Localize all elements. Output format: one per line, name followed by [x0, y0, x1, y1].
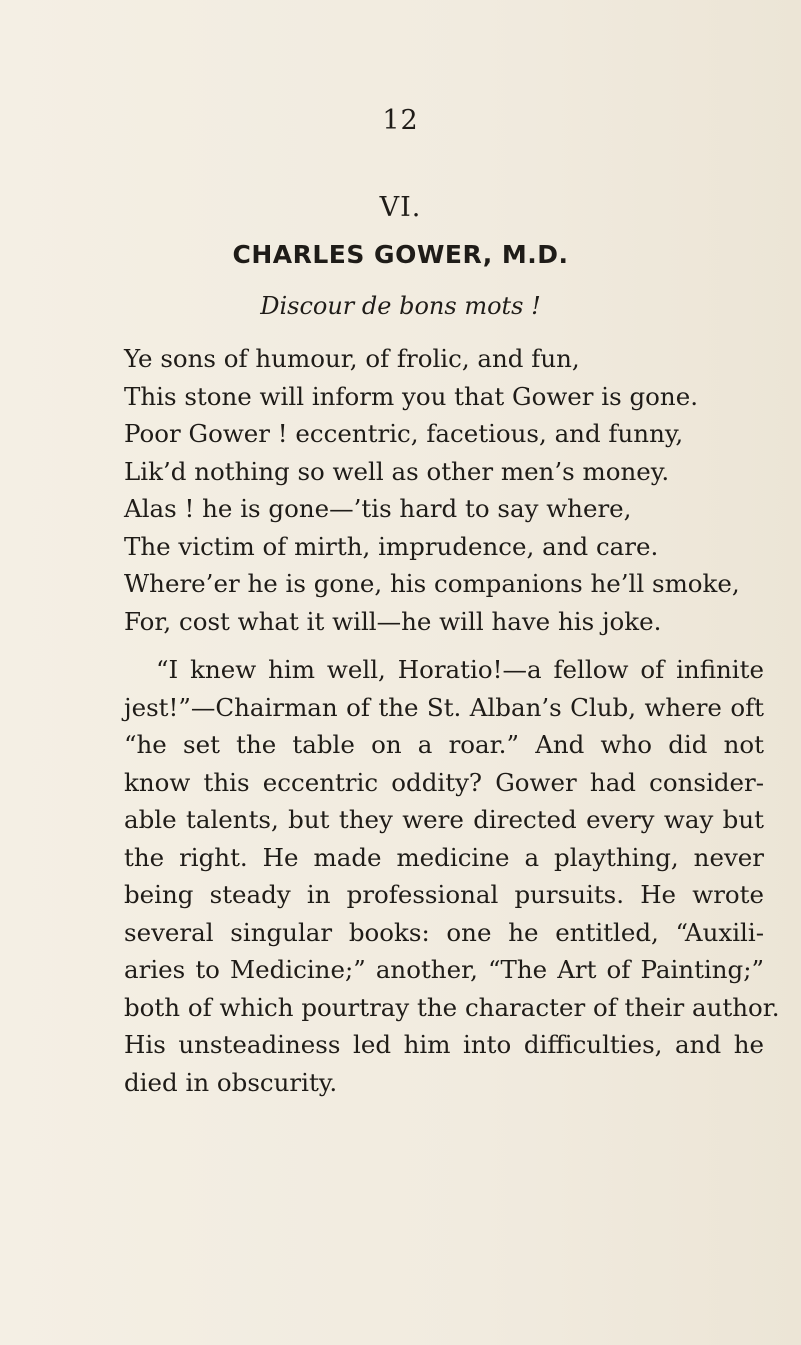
paragraph-line: the right. He made medicine a plaything, never: [124, 842, 764, 872]
verse-line: Alas ! he is gone—’tis hard to say where,: [124, 494, 632, 523]
page-number: 12: [382, 105, 419, 136]
paragraph-line: died in obscurity.: [124, 1067, 338, 1097]
paragraph-line: His unsteadiness led him into difficulties, and he: [124, 1030, 764, 1059]
section-heading: CHARLES GOWER, M.D.: [232, 240, 569, 269]
paragraph-line: able talents, but they were directed every way but: [124, 805, 764, 834]
verse-line: This stone will inform you that Gower is gone.: [124, 381, 698, 411]
epigraph: Discour de bons mots !: [260, 292, 541, 320]
verse-line: Lik’d nothing so well as other men’s money.: [124, 456, 670, 486]
paragraph-line: being steady in professional pursuits. He wrote: [124, 880, 764, 909]
section-number: VI.: [379, 192, 422, 223]
paragraph-line: several singular books: one he entitled, “Auxili-: [124, 917, 764, 947]
paragraph-line: aries to Medicine;” another, “The Art of Painting;”: [124, 955, 764, 984]
verse-line: The victim of mirth, imprudence, and care.: [124, 531, 659, 561]
epitaph-verse: [124, 340, 764, 640]
paragraph-line: jest!”—Chairman of the St. Alban’s Club, where oft: [124, 692, 764, 722]
verse-line: Poor Gower ! eccentric, facetious, and funny,: [124, 419, 684, 448]
verse-line: For, cost what it will—he will have his joke.: [124, 606, 662, 636]
verse-line: Where’er he is gone, his companions he’ll smoke,: [124, 569, 740, 598]
paragraph-line: know this eccentric oddity? Gower had consider-: [124, 767, 764, 797]
paragraph-line: “he set the table on a roar.” And who did not: [124, 730, 764, 759]
paragraph-line: both of which pourtray the character of their author.: [124, 992, 780, 1022]
paragraph-line: “I knew him well, Horatio!—a fellow of infinite: [156, 655, 764, 684]
biography-paragraph: [124, 651, 780, 1101]
verse-line: Ye sons of humour, of frolic, and fun,: [124, 344, 580, 373]
